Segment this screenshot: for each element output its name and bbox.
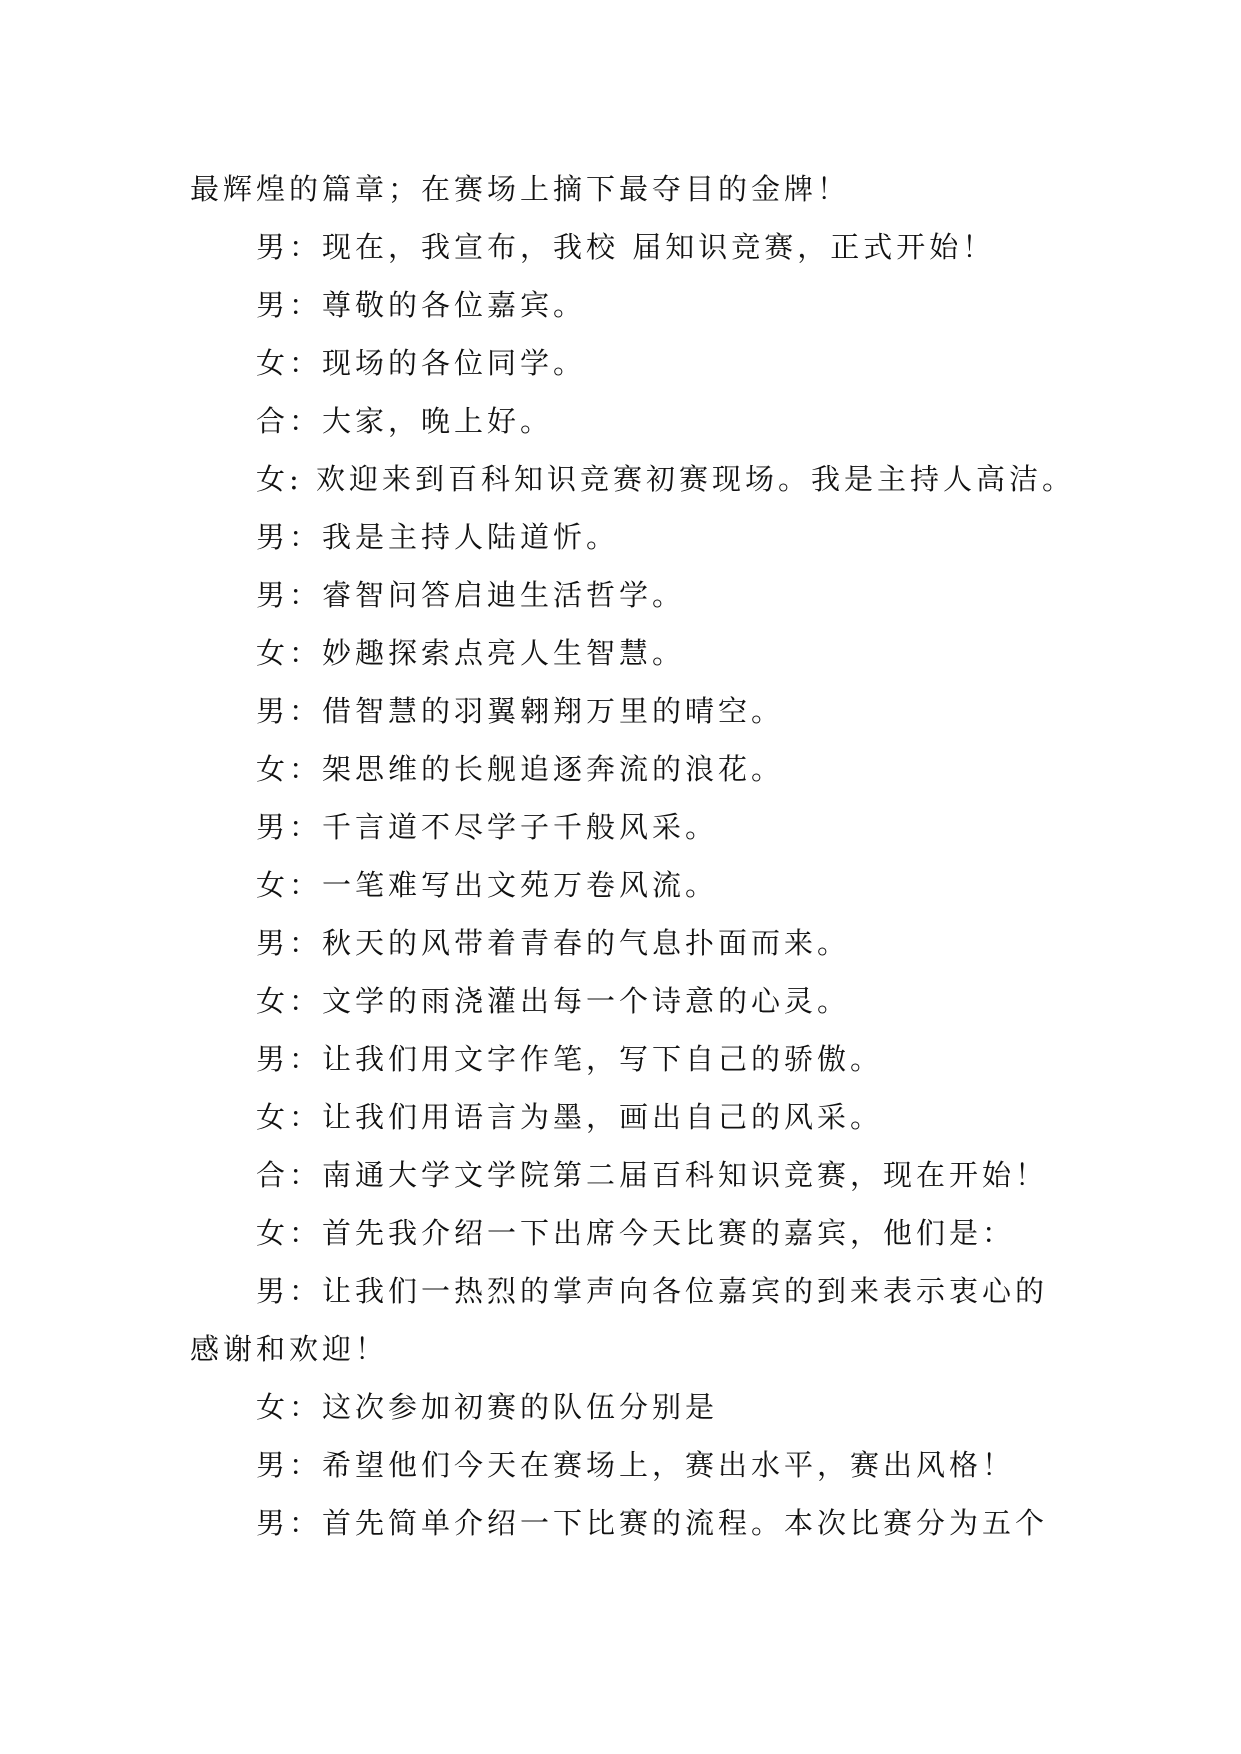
paragraph-line: 合：大家，晚上好。 [256, 404, 554, 438]
paragraph-line: 男：希望他们今天在赛场上，赛出水平，赛出风格！ [256, 1448, 1016, 1482]
paragraph-line: 男：我是主持人陆道忻。 [256, 520, 620, 554]
paragraph-line: 男：现在，我宣布，我校 届知识竞赛，正式开始！ [256, 230, 996, 264]
paragraph-line: 女：架思维的长舰追逐奔流的浪花。 [256, 752, 785, 786]
paragraph-line: 女：让我们用语言为墨，画出自己的风采。 [256, 1100, 884, 1134]
paragraph-line: 女：妙趣探索点亮人生智慧。 [256, 636, 686, 670]
paragraph-line: 男：睿智问答启迪生活哲学。 [256, 578, 686, 612]
paragraph-line: 女：文学的雨浇灌出每一个诗意的心灵。 [256, 984, 851, 1018]
paragraph-line: 男：千言道不尽学子千般风采。 [256, 810, 719, 844]
paragraph-line: 女：这次参加初赛的队伍分别是 [256, 1390, 719, 1424]
paragraph-line: 最辉煌的篇章；在赛场上摘下最夺目的金牌！ [190, 172, 851, 206]
paragraph-line: 女：首先我介绍一下出席今天比赛的嘉宾，他们是： [256, 1216, 1016, 1250]
paragraph-line: 感谢和欢迎！ [190, 1332, 389, 1366]
paragraph-line: 男：让我们用文字作笔，写下自己的骄傲。 [256, 1042, 884, 1076]
document-body [190, 160, 1075, 1552]
paragraph-line: 女：现场的各位同学。 [256, 346, 587, 380]
paragraph-line: 男：借智慧的羽翼翱翔万里的晴空。 [256, 694, 785, 728]
paragraph-line: 男：尊敬的各位嘉宾。 [256, 288, 587, 322]
paragraph-line: 男：首先简单介绍一下比赛的流程。本次比赛分为五个 [256, 1506, 1049, 1540]
paragraph-line: 合：南通大学文学院第二届百科知识竞赛，现在开始！ [256, 1158, 1049, 1192]
paragraph-line: 男：让我们一热烈的掌声向各位嘉宾的到来表示衷心的 [256, 1274, 1049, 1308]
paragraph-line: 女: 欢迎来到百科知识竞赛初赛现场。我是主持人高洁。 [256, 462, 1075, 496]
paragraph-line: 女：一笔难写出文苑万卷风流。 [256, 868, 719, 902]
paragraph-line: 男：秋天的风带着青春的气息扑面而来。 [256, 926, 851, 960]
